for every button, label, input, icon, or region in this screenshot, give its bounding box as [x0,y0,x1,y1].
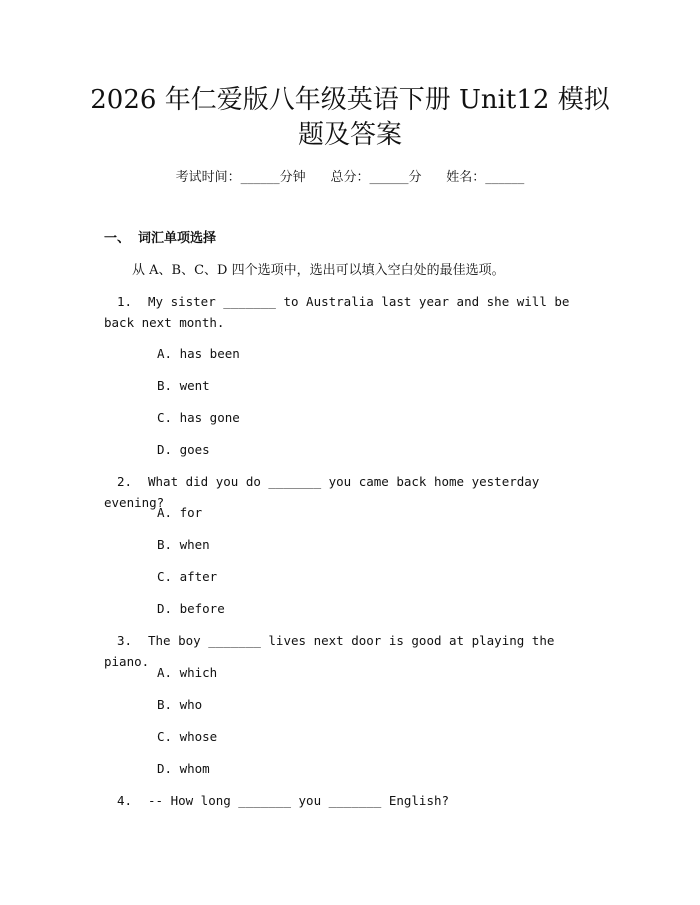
section-instruction: 从 A、B、C、D 四个选项中，选出可以填入空白处的最佳选项。 [132,263,505,278]
section-heading [104,230,216,248]
option: B. who [157,697,203,712]
exam-info [0,168,700,188]
option: A. which [157,665,218,680]
question-number: 3. [116,633,132,648]
question-text: -- How long _______ you _______ English? [148,793,450,808]
question-number: 2. [116,474,132,489]
exam-score: 总分：______分 [330,170,422,185]
option: A. has been [157,346,240,361]
option: C. after [157,569,218,584]
option: B. when [157,537,210,552]
question [104,790,584,811]
option: C. whose [157,729,218,744]
option: D. whom [157,761,210,776]
option: A. for [157,505,203,520]
option: C. has gone [157,410,240,425]
question-text: My sister _______ to Australia last year and she will be back next month. [104,294,577,330]
exam-name: 姓名：______ [446,170,525,185]
question [104,291,584,333]
question-number: 4. [116,793,132,808]
section-title: 词汇单项选择 [138,231,217,246]
section-number: 一、 [104,231,131,246]
question-text: The boy _______ lives next door is good at playing the piano. [104,633,562,669]
question-text: What did you do _______ you came back home yesterday evening? [104,474,547,510]
option: B. went [157,378,210,393]
document-title-line1: 2026 年仁爱版八年级英语下册 Unit12 模拟 [90,85,610,115]
option: D. before [157,601,225,616]
question-number: 1. [116,294,132,309]
document-title-line2: 题及答案 [297,120,402,150]
exam-time: 考试时间：______分钟 [175,170,306,185]
option: D. goes [157,442,210,457]
